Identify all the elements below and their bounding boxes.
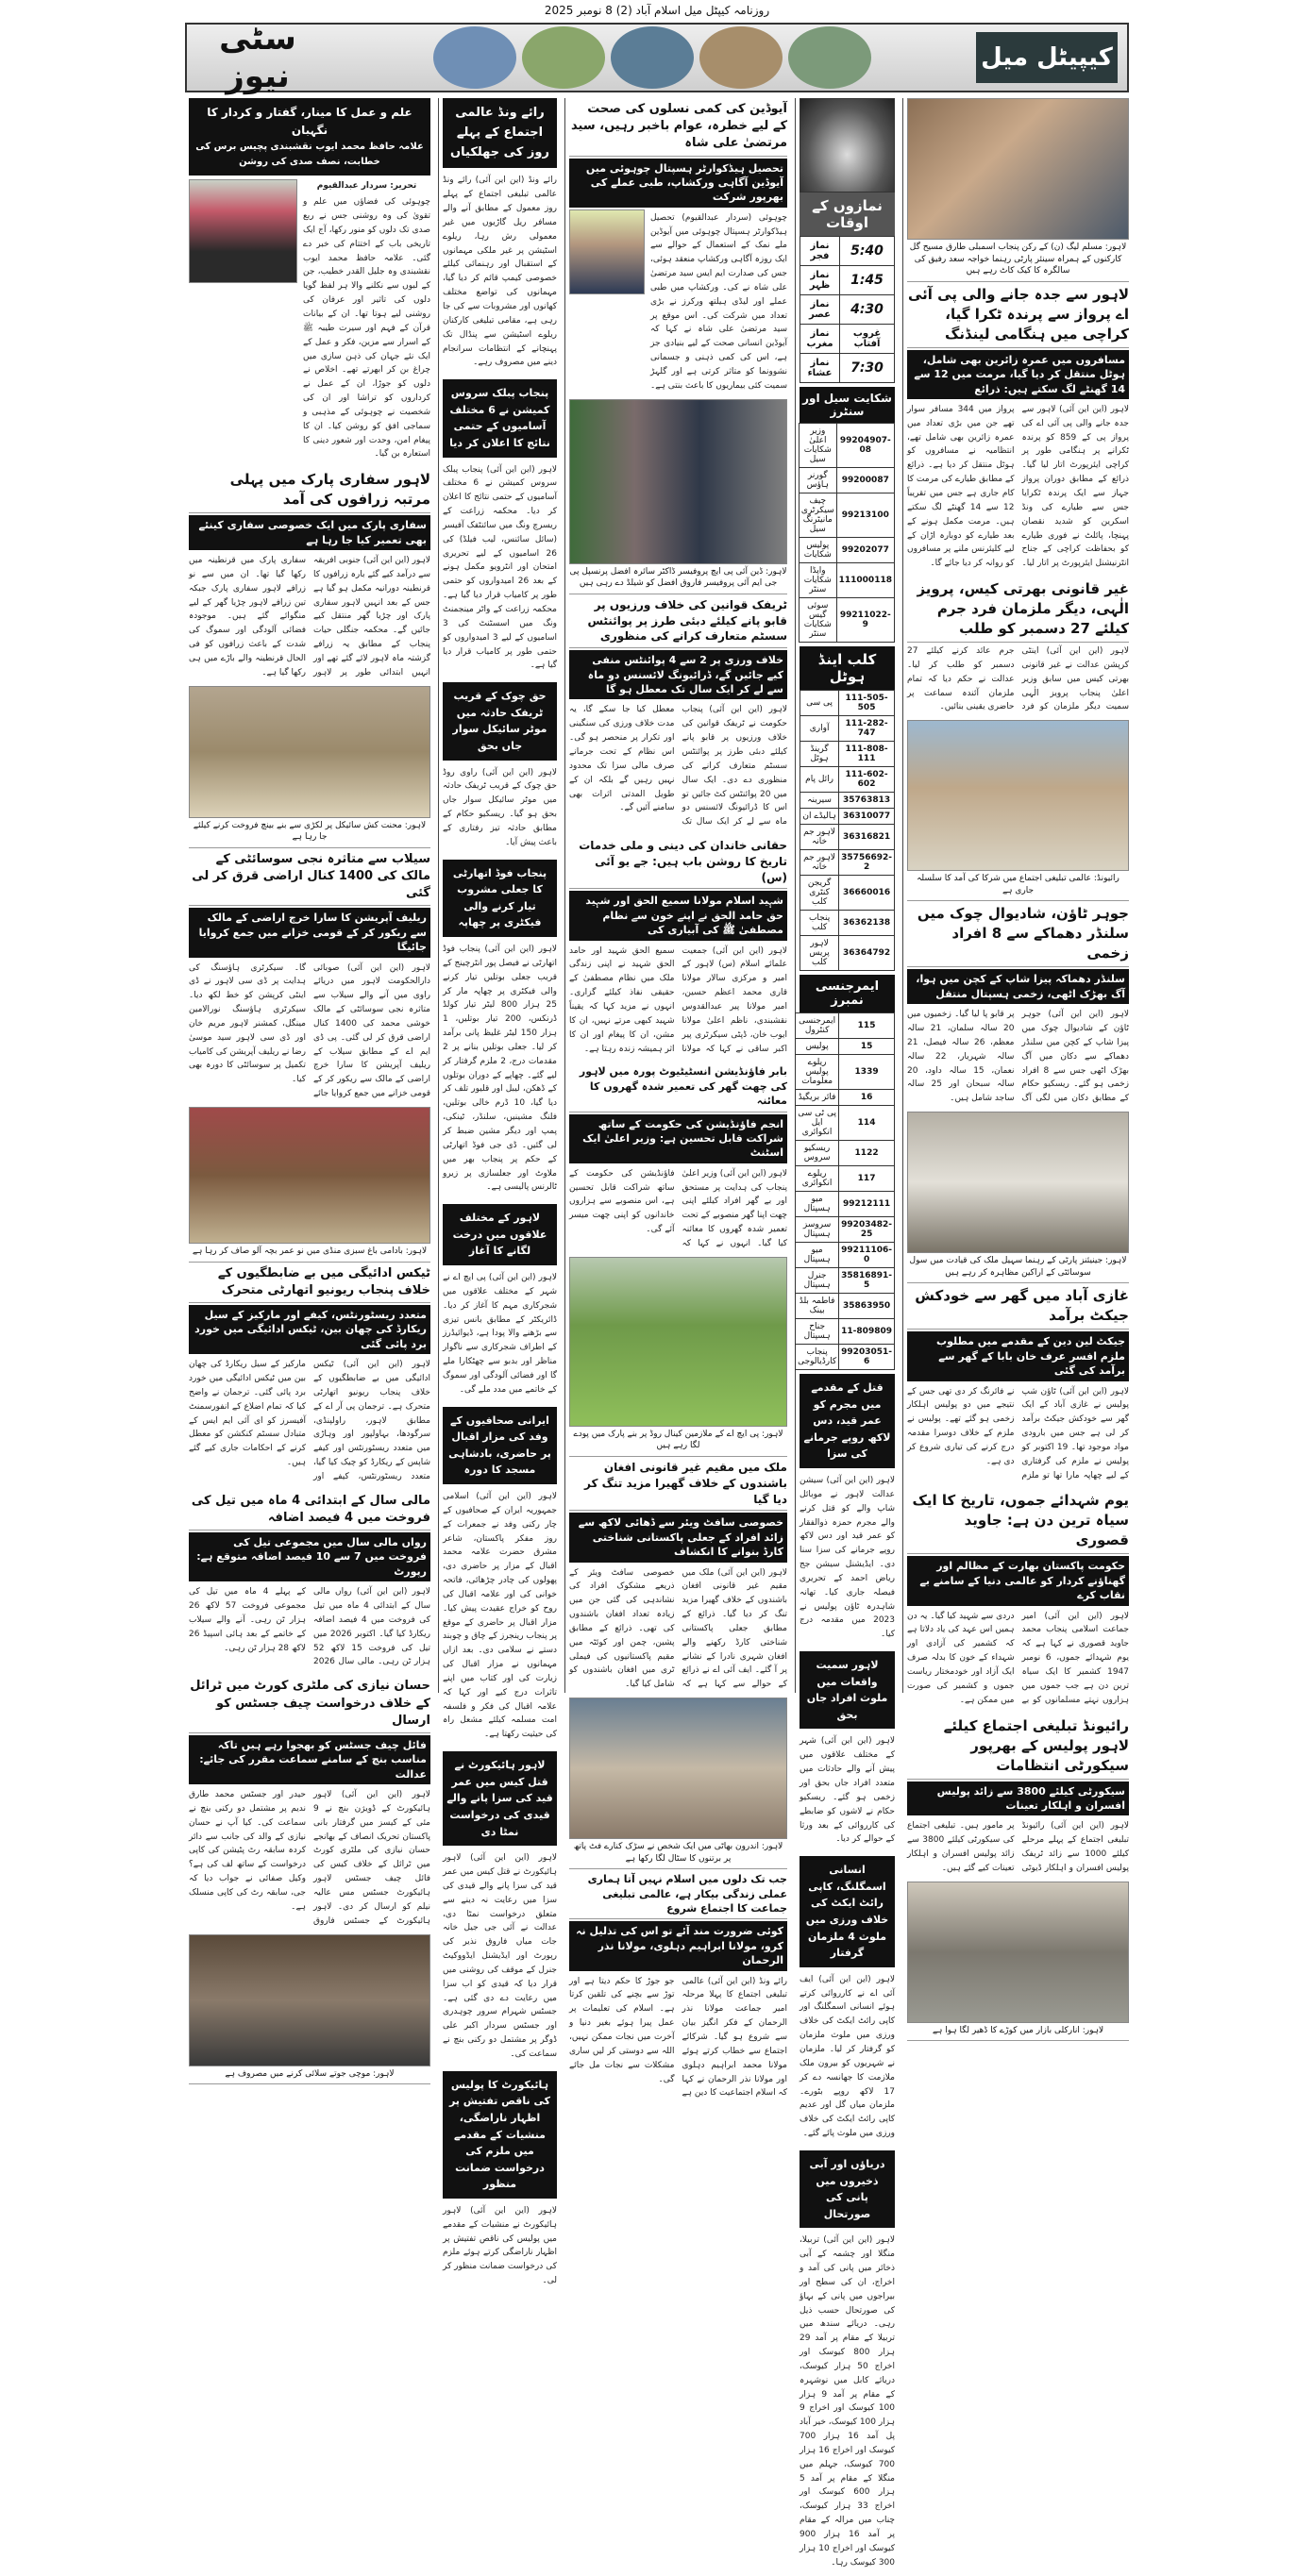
article-body: لاہور (این این آئی) جوہر ٹاؤن کے شادیوال چوک میں پیزا شاپ کے کچن میں سلنڈر دھماکے سے دکان میں آگ بھڑک اٹھی جس سے 8 افراد زخمی ہو گئے۔ ریسکیو حکام کے مطابق دکان میں لگی آگ پر قابو پا لیا گیا۔ زخمیوں میں 20 سالہ سلمان، 21 سالہ معظم، 26 سالہ فیصل، 21 سالہ شہریار، 22 سالہ نعمان، 15 سالہ داود، 20 سالہ سبحان اور 25 سالہ ساجد شامل ہیں۔	[907, 1010, 1130, 1104]
article-body: لاہور (این این آئی) صوبائی دارالحکومت لاہور میں دریائے راوی میں آنے والے سیلاب سے متاثرہ نجی سوسائٹی کے مالک خوشی محمد کی 1400 کنال اراضی قرق کر لی گئی۔ پی ڈی ایم اے کے مطابق سیلاب کے ریلیف آپریشن کا سارا خرچ اراضی کے مالک سے ریکور کر کے قومی خزانے میں جمع کروایا جائے گا۔ سیکرٹری ہاؤسنگ کی ہدایت پر ڈی سی لاہور نے ڈی اینٹی کرپشن کو خط لکھ دیا۔ سیکرٹری ہاؤسنگ نورالامین مینگل، کمشنر لاہور مریم خان اور ڈی سی لاہور سید موسیٰ رضا نے ریلیف آپریشن کی کامیاب تکمیل پر سوسائٹی کا دورہ بھی کیا۔	[189, 962, 430, 1099]
phone-number: 114	[839, 1106, 895, 1141]
subheadline: کوئی ضرورت مند آئے تو اس کی تذلیل نہ کرو، مولانا ابراہیم دہلوی، مولانا نذر الرحمان	[569, 1921, 787, 1970]
prayer-time: غروب آفتاب	[840, 325, 895, 354]
directory-label: جنرل ہسپتال	[796, 1268, 839, 1294]
phone-number: 1122	[839, 1141, 895, 1166]
photo-cobbler	[189, 1934, 430, 2066]
directory-label: جناح ہسپتال	[796, 1319, 839, 1345]
headline-text: علم و عمل کا مینار، گفتار و کردار کا نگہبان	[207, 106, 412, 138]
directory-label: ریلوے پولیس معلومات	[796, 1055, 839, 1090]
prayer-name: نماز عصر	[800, 295, 840, 325]
table-row	[796, 1090, 895, 1106]
phone-number: 99203482-25	[839, 1217, 895, 1243]
article-body: لاہور (این این آئی) لاہور ہائیکورٹ نے قتل کیس میں عمر قید کی سزا پانے والے قیدی کی سزا میں رعایت نہ دینے سے متعلق درخواست نمٹا دی، عدالت نے آئی جی جیل خانہ جات میاں فاروق نذیر کی رپورٹ اور ایڈیشنل ایڈووکیٹ جنرل کے موقف کی روشنی میں قرار دیا کہ قیدی کو اب سزا میں رعایت دے دی گئی ہے۔ جسٹس شہرام سرور چوہدری اور جسٹس سردار اکبر علی ڈوگر پر مشتمل دو رکنی بنچ نے سماعت کی۔	[443, 1853, 557, 2059]
article-body: لاہور (این این آئی) ملک میں مقیم غیر قانونی افغان باشندوں کے خلاف گھیرا مزید تنگ کر دیا گیا۔ ذرائع کے مطابق جعلی پاکستانی شناختی کارڈ رکھنے والے افغان شہری نادرا کے نشانے پر آ گئے۔ ایف آئی اے نے ذرائع کے حوالے سے کہا ہے کہ خصوصی سافٹ ویئر کے ذریعے مشکوک افراد کی نشاندہی کی گئی جن میں زیادہ تعداد افغان باشندوں کی تھی۔ ذرائع کے مطابق پشین، چمن اور کوئٹہ میں مقیم پاکستانیوں کی فیملی ٹری میں افغان باشندوں کو شامل کیا گیا۔	[569, 1567, 787, 1690]
phone-number: 115	[839, 1013, 895, 1039]
subheadline: متعدد ریسٹورنٹس، کیفے اور مارکیز کے سیل ریکارڈ کی چھان بین، ٹیکس ادائیگی میں خورد برد پائی گئی	[189, 1305, 430, 1354]
photo-cake-cutting	[907, 98, 1129, 240]
headline: قتل کے مقدمے میں مجرم کو عمر قید، دس لاکھ روپے جرمانے کی سزا	[800, 1374, 895, 1468]
subheadline: انجم فاؤنڈیشن کی حکومت کے ساتھ شراکت قابل تحسین ہے: وزیر اعلیٰ ایک اسٹنٹ	[569, 1114, 787, 1163]
headline: حقانی خاندان کی دینی و ملی خدمات تاریخ کا روشن باب ہیں: جے یو آئی (س)	[569, 835, 787, 889]
phone-number: 117	[839, 1166, 895, 1192]
photo-caption: لاہور: مسلم لیگ (ن) کے رکن پنجاب اسمبلی طارق مسیح گل کارکنوں کے ہمراہ سینئر پارٹی رہنما خواجہ سعد رفیق کی سالگرہ کا کیک کاٹ رہے ہیں	[907, 240, 1129, 282]
table-row	[799, 563, 894, 598]
article-body: رائے ونڈ (این این آئی) رائے ونڈ عالمی تبلیغی اجتماع کے پہلے روز معمول کے مطابق آنے والے مسافر ریل گاڑیوں میں غیر معمولی رش رہا، ریلوے اسٹیشن پر غیر ملکی مہمانوں کے استقبال اور رہنمائی کیلئے خصوصی کیمپ قائم کر دیا گیا، مہمانوں کی تواضع مختلف کھانوں اور مشروبات سے کی جا رہی ہے، مقامی تبلیغی کارکنان ریلوے اسٹیشن سے پنڈال تک پہنچانے کے انتظامات سرانجام دینے میں مصروف رہے۔	[443, 176, 557, 368]
phone-number: 15	[839, 1039, 895, 1055]
phone-number: 111-602-602	[839, 767, 895, 793]
headline: غازی آباد میں گھر سے خودکش جیکٹ برآمد	[907, 1283, 1129, 1330]
subheadline: فائل چیف جسٹس کو بھجوا رہے ہیں تاکہ مناسب بنچ کے سامنے سماعت مقرر کی جائے: عدالت	[189, 1735, 430, 1784]
article-body: لاہور (این این آئی) رائیونڈ تبلیغی اجتماع کے پہلے مرحلے کیلئے 1000 سے زائد ٹریفک پولیس افسران و اہلکار ڈیوٹی پر مامور ہیں۔ تبلیغی اجتماع کی سیکورٹی کیلئے 3800 سے زائد پولیس افسران و اہلکار تعینات کیے گئے ہیں۔	[907, 1821, 1129, 1873]
phone-number: 36364792	[839, 936, 895, 971]
phone-number: 111000118	[836, 563, 894, 598]
phone-number: 99203051-6	[839, 1345, 895, 1370]
headline: غیر قانونی بھرتی کیس، پرویز الٰہی، دیگر ملزمان فرد جرم کیلئے 27 دسمبر کو طلب	[907, 577, 1129, 643]
photo-caption: لاہور: بادامی باغ سبزی منڈی میں نو عمر بچہ آلو صاف کر رہا ہے	[189, 1244, 430, 1263]
directory-label: گریجن کنٹری کلب	[800, 876, 839, 911]
prayer-name: نماز فجر	[800, 237, 840, 266]
phone-number: 111-505-505	[839, 691, 895, 716]
table-row	[799, 598, 894, 643]
directory-label: چیف سیکرٹری مانیٹرنگ سیل	[799, 493, 836, 538]
prayer-name: نماز عشاء	[800, 354, 840, 383]
photo-portrait	[569, 209, 645, 294]
table-row	[800, 825, 895, 850]
table-row	[796, 1345, 895, 1370]
table-row	[799, 468, 894, 493]
column-2-directory	[795, 98, 899, 2568]
headline: رائے ونڈ عالمی اجتماع کے پہلے روز کی جھلکیاں	[443, 98, 557, 168]
phone-number: 16	[839, 1090, 895, 1106]
article-body: لاہور (این این آئی) اینٹی کرپشن عدالت نے غیر قانونی بھرتی کیس میں سابق وزیر اعلیٰ پنجاب پرویز الٰہی سمیت دیگر ملزمان کو فرد جرم عائد کرنے کیلئے 27 دسمبر کو طلب کر لیا۔ عدالت نے حکم دیا کہ تمام ملزمان آئندہ سماعت پر حاضری یقینی بنائیں۔	[907, 646, 1129, 712]
headline: حق چوک کے قریب ٹریفک حادثہ میں موٹر سائیکل سوار جاں بحق	[443, 682, 557, 760]
photo-park-balloon	[569, 1257, 787, 1427]
banner-photo	[611, 26, 694, 89]
photo-cleric-portrait	[189, 179, 297, 283]
table-row	[800, 354, 895, 383]
photo-protest	[907, 1112, 1129, 1253]
emergency-numbers-title: ایمرجنسی نمبرز	[800, 975, 895, 1012]
photo-caption: لاہور: پی ایچ اے کے ملازمین کینال روڈ پر بنے پارک میں پودے لگا رہے ہیں	[569, 1427, 787, 1457]
prayer-times-title: نمازوں کے اوقات	[800, 192, 895, 236]
prayer-times-table	[800, 236, 895, 383]
photo-caption: لاہور: انارکلی بازار میں کوڑے کا ڈھیر لگا ہوا ہے	[907, 2023, 1129, 2042]
table-row	[800, 936, 895, 971]
headline: لاہور کے مختلف علاقوں میں درخت لگانے کا آغاز	[443, 1204, 557, 1265]
phone-number: 35816891-5	[839, 1268, 895, 1294]
directory-label: فاطمہ بلڈ بینک	[796, 1294, 839, 1319]
photo-caption: لاہور: جینیئنز پارٹی کے رہنما سہیل ملک کی قیادت میں سول سوسائٹی کے اراکین مظاہرہ کر رہے ہیں	[907, 1253, 1129, 1283]
subheadline: خلاف ورزی پر 2 سے 4 پوائنٹس منفی کیے جائیں گے، ڈرائیونگ لائسنس دو ماہ سے لے کر ایک سال تک معطل ہو گا	[569, 650, 787, 699]
newspaper-page	[185, 98, 1130, 2568]
headline: ٹریفک قوانین کی خلاف ورزیوں پر قابو پانے کیلئے دبئی طرز پر پوائنٹس سسٹم متعارف کرانے کی منظوری	[569, 594, 787, 648]
article-body: لاہور (این این آئی) تربیلا، منگلا اور چشمہ کے آبی ذخائر میں پانی کی آمد و اخراج، ان کی سطح اور بیراجوں میں پانی کے بہاؤ کی صورتحال حسب ذیل رہی۔ دریائے سندھ میں تربیلا کے مقام پر آمد 29 ہزار 800 کیوسک اور اخراج 50 ہزار کیوسک، دریائے کابل میں نوشہرہ کے مقام پر آمد 9 ہزار 100 کیوسک اور اخراج 9 ہزار 100 کیوسک، خیر آباد پل آمد 16 ہزار 700 کیوسک اور اخراج 16 ہزار 700 کیوسک، جہلم میں منگلا کے مقام پر آمد 5 ہزار 600 کیوسک اور اخراج 33 ہزار کیوسک، چناب میں مرالہ کے مقام پر آمد 16 ہزار 900 کیوسک اور اخراج 10 ہزار 300 کیوسک رہا۔	[800, 2235, 896, 2568]
phone-number: 11-809809	[839, 1319, 895, 1345]
directory-label: فائر بریگیڈ	[796, 1090, 839, 1106]
phone-number: 99213100	[836, 493, 894, 538]
article-body: لاہور (این این آئی) لاہور ہائیکورٹ کے ڈویژن بنچ نے 9 مئی کے کیسز میں گرفتار بانی پاکستان تحریک انصاف کے بھانجے حسان نیازی کی ملٹری کورٹ میں ٹرائل کے خلاف کیس کی فائل چیف جسٹس لاہور ہائیکورٹ جسٹس مس عالیہ نیلم کو ارسال کر دی۔ لاہور ہائیکورٹ کے جسٹس فاروق حیدر اور جسٹس محمد طارق ندیم پر مشتمل دو رکنی بنچ نے سماعت کی۔ کیا آپ نے حسان نیازی کے والد کی جانب سے دائر کردہ سابقہ رٹ پٹیشن کی کاپی درخواست کے ساتھ لف کی ہے؟ وکیل صفائی نے جواب دیا کہ جی، سابقہ رٹ کی کاپی منسلک ہے۔	[189, 1790, 430, 1926]
prayer-time: 4:30	[840, 295, 895, 325]
banner-photo	[788, 26, 871, 89]
table-row	[800, 876, 895, 911]
prayer-name: نماز ظہر	[800, 266, 840, 295]
subheadline: مسافروں میں عمرہ زائرین بھی شامل، ہوٹل منتقل کر دیا گیا، مرمت میں 12 سے 14 گھنٹے لگ سکتے ہیں: ذرائع	[907, 350, 1129, 399]
headline: مالی سال کے ابتدائی 4 ماہ میں تیل کی فروخت میں 4 فیصد اضافہ	[189, 1490, 430, 1531]
subheadline: تحصیل ہیڈکوارٹر ہسپتال چوہوئی میں آیوڈین آگاہی ورکشاپ، طبی عملے کی بھرپور شرکت	[569, 159, 787, 208]
article-body: چوہوئی (سردار عبدالقیوم) تحصیل ہیڈکوارٹر ہسپتال چوہوئی میں آیوڈین ملے نمک کے استعمال کے حوالے سے ایک روزہ آگاہی ورکشاپ منعقد ہوئی، جس کی صدارت ایم ایس سید مرتضیٰ علی شاہ نے کی۔ ورکشاپ میں طبی عملے اور لیڈی ہیلتھ ورکرز نے بڑی تعداد میں شرکت کی۔ اس موقع پر سید مرتضیٰ علی شاہ نے کہا کہ آیوڈین انسانی صحت کے لیے بنیادی جز ہے، اس کی کمی ذہنی و جسمانی نشوونما کو متاثر کرتی ہے اور گلہڑ سمیت کئی بیماریوں کا باعث بنتی ہے۔	[650, 212, 787, 391]
photo-utensil-stall	[569, 1698, 787, 1839]
directory-label: واپڈا شکایات سنٹر	[799, 563, 836, 598]
photo-garbage-heap	[907, 1882, 1129, 2023]
headline: لاہور سفاری پارک میں پہلی مرتبہ زرافوں کی آمد	[189, 467, 430, 513]
headline: دریاؤں اور آبی ذخیروں میں پانی کی صورتحال	[800, 2150, 895, 2228]
prayer-time: 5:40	[840, 237, 895, 266]
table-row	[796, 1039, 895, 1055]
table-row	[799, 538, 894, 563]
table-row	[796, 1141, 895, 1166]
photo-caption: لاہور: محنت کش سائیکل پر لکڑی سے بنے بینچ فروخت کرنے کیلئے جا رہا ہے	[189, 818, 430, 848]
table-row	[800, 716, 895, 742]
article-body: لاہور (این این آئی) امیر جماعت اسلامی پنجاب محمد جاوید قصوری نے کہا ہے کہ یوم شہدائے جموں، 6 نومبر 1947 کشمیر کا ایک سیاہ ترین دن ہے جب جموں میں ہزاروں نہتے مسلمانوں کو بے دردی سے شہید کیا گیا۔ یہ دن ہمیں اس عہد کی یاد دلاتا ہے کہ کشمیر کی آزادی اور شہداء کے خون کا بدلہ صرف ایک آزاد اور خودمختار ریاست جموں و کشمیر کی صورت میں ممکن ہے۔	[907, 1611, 1129, 1705]
banner-photo	[699, 26, 783, 89]
table-row	[796, 1166, 895, 1192]
phone-number: 99202077	[836, 538, 894, 563]
newspaper-logo: کیپیٹل میل	[976, 32, 1118, 83]
article-body: لاہور (این این آئی) ٹاؤن شپ پولیس نے غازی آباد کے ایک گھر سے خودکش جیکٹ برآمد کر لی ہے جس میں بارودی مواد موجود تھا۔ 19 اکتوبر کو پولیس نے ملزم کی گرفتاری کے لیے چھاپہ مارا تھا تو ملزم نے فائرنگ کر دی تھی جس کے نتیجے میں دو پولیس اہلکار زخمی ہو گئے تھے۔ پولیس نے ملزم کے خلاف دوسرا مقدمہ درج کرنے کی تیاری شروع کر دی ہے۔	[907, 1386, 1130, 1480]
table-row	[796, 1319, 895, 1345]
banner-photo	[433, 26, 516, 89]
dateline: روزنامہ کیپٹل میل اسلام آباد (2) 8 نومبر 2025	[544, 4, 770, 17]
phone-number: 99211106-0	[839, 1243, 895, 1268]
directory-label: لاہور جم خانہ	[800, 825, 839, 850]
banner-photos	[328, 26, 976, 89]
section-title: سٹی نیوز	[219, 20, 296, 95]
masthead-banner	[185, 20, 1129, 95]
headline: لاہور سے جدہ جانے والی پی آئی اے پرواز سے پرندہ ٹکرا گیا، کراچی میں ہنگامی لینڈنگ	[907, 282, 1129, 348]
phone-number: 36316821	[839, 825, 895, 850]
article-column	[303, 179, 430, 467]
table-row	[799, 424, 894, 468]
subheadline: خصوصی سافٹ ویئر سے ڈھائی لاکھ سے زائد افراد کے جعلی پاکستانی شناختی کارڈ بنوانے کا انکشاف	[569, 1513, 787, 1562]
photo-caption: لاہور: ڈین آئی پی ایچ پروفیسر ڈاکٹر سائرہ افضل پرنسپل پی جی ایم آئی پروفیسر فاروق افضل کو شیلڈ دے رہی ہیں	[569, 564, 787, 594]
article-body: لاہور (این این آئی) شہر کے مختلف علاقوں میں پیش آنے والے حادثات میں متعدد افراد جاں بحق اور زخمی ہو گئے۔ ریسکیو حکام نے لاشوں کو ضابطے کی کارروائی کے بعد ورثا کے حوالے کر دیا۔	[800, 1736, 895, 1845]
headline: سیلاب سے متاثرہ نجی سوسائٹی کے مالک کی 1400 کنال اراضی قرق کر لی گئی	[189, 848, 430, 907]
clubs-hotels-table	[800, 690, 895, 971]
subheadline: سلنڈر دھماکہ پیزا شاپ کے کچن میں ہوا، آگ بھڑک اٹھی، زخمی ہسپتال منتقل	[907, 969, 1129, 1004]
photo-child-potatoes	[189, 1107, 430, 1244]
phone-number: 111-808-111	[839, 742, 895, 767]
directory-label: رائل پام	[800, 767, 839, 793]
prayer-time: 1:45	[840, 266, 895, 295]
column-4	[438, 98, 561, 2286]
headline: حسان نیازی کی ملٹری کورٹ میں ٹرائل کے خلاف درخواست چیف جسٹس کو ارسال	[189, 1675, 430, 1733]
directory-label: سیرینہ	[800, 793, 839, 809]
table-row	[796, 1013, 895, 1039]
directory-label: لاہور جم خانہ	[800, 850, 839, 876]
prayer-time: 7:30	[840, 354, 895, 383]
phone-number: 99204907-08	[836, 424, 894, 468]
article-body: لاہور (این این آئی) پی ایچ اے نے شہر کے مختلف علاقوں میں شجرکاری مہم کا آغاز کر دیا۔ ڈائریکٹر کے مطابق بانس تیزی سے بڑھنے والا پودا ہے، ڈیوائیڈرز کے اطراف شجرکاری سے ناگوار مناظر اور بدبو سے چھٹکارا ملے گا اور فضائی آلودگی اور سموگ کے خاتمے میں مدد ملے گی۔	[443, 1273, 557, 1395]
directory-label: وزیر اعلیٰ شکایات سیل	[799, 424, 836, 468]
headline: ایرانی صحافیوں کے وفد کی مزار اقبال پر حاضری، بادشاہی مسجد کا دورہ	[443, 1407, 557, 1484]
column-3	[564, 98, 791, 2099]
directory-label: سروسز ہسپتال	[796, 1217, 839, 1243]
article-body: لاہور (این این آئی) رواں مالی سال کے ابتدائی 4 ماہ میں تیل کی فروخت میں 4 فیصد اضافہ ریکارڈ کیا گیا۔ اکتوبر 2026 میں تیل کی فروخت 15 لاکھ 52 ہزار ٹن رہی۔ مالی سال 2026 کے پہلے 4 ماہ میں تیل کی مجموعی فروخت 57 لاکھ 26 ہزار ٹن رہی۔ آنے والے سیلاب کے خاتمے کے بعد ہائی اسپیڈ 26 لاکھ 28 ہزار ٹن رہی۔	[189, 1587, 430, 1667]
article-body: لاہور (این این آئی) ٹیکس ادائیگی میں بے ضابطگیوں کے خلاف پنجاب ریونیو اتھارٹی متحرک ہے۔ ترجمان پی آر اے کے مطابق لاہور، راولپنڈی، سرگودھا، بہاولپور اور وہاڑی میں متعدد ریسٹورنٹس اور کیفے شاپس کے ریکارڈ کو چیک کیا گیا، متعدد ریسٹورنٹس، کیفے اور مارکیز کے سیل ریکارڈ کی چھان بین میں ٹیکس ادائیگی میں خورد برد پائی گئی۔ ترجمان نے واضح کیا کہ تمام اضلاع کے انفورسمنٹ آفیسرز کو ای آئی ایم ایس کے متبادل سسٹم کنکشن کو معطل کرنے کے احکامات جاری کیے گئے ہیں۔	[189, 1360, 430, 1481]
phone-number: 99212111	[839, 1192, 895, 1217]
phone-number: 35756692-2	[839, 850, 895, 876]
headline: بابر فاؤنڈیشن انسٹیٹیوٹ پورہ میں لاہور کی چھت گھر کی تعمیر شدہ گھروں کا معائنہ	[569, 1062, 787, 1112]
subheadline: جیکٹ لین دین کے مقدمے میں مطلوب ملزم افسر عرف خان بابا کے گھر سے برآمد کی گئی	[907, 1331, 1129, 1380]
directory-label: پی ٹی سی ایل انکوائری	[796, 1106, 839, 1141]
directory-label: لاہور پریس کلب	[800, 936, 839, 971]
article-body: لاہور (این این آئی) اسلامی جمہوریہ ایران کے صحافیوں کے چار رکنی وفد نے جمعرات کے روز مفکر پاکستان، شاعر مشرق حضرت علامہ محمد اقبال کے مزار پر حاضری دی، پھولوں کی چادر چڑھائی، فاتحہ خوانی کی اور علامہ اقبال کی روح کو خراج عقیدت پیش کیا۔ مزار اقبال پر حاضری کے موقع پر پنجاب رینجرز کے چاق و چوبند دستے نے سلامی دی۔ بعد ازاں مہمانوں نے مزار اقبال کی زیارت کی اور کتاب میں اپنے تاثرات درج کیے اور کہا کہ علامہ اقبال کی فکر و فلسفہ امت مسلمہ کیلئے مشعل راہ کی حیثیت رکھتا ہے۔	[443, 1491, 557, 1740]
table-row	[796, 1217, 895, 1243]
prayer-name: نماز مغرب	[800, 325, 840, 354]
article-with-photo	[189, 179, 430, 467]
directory-label: پنجاب کلب	[800, 911, 839, 936]
subheadline: حکومت پاکستان بھارت کے مظالم اور گھناؤنے کردار کو عالمی دنیا کے سامنے بے نقاب کرے	[907, 1556, 1129, 1605]
column-1	[902, 98, 1130, 2035]
table-row	[799, 493, 894, 538]
byline: تحریر: سردار عبدالقیوم	[316, 181, 417, 192]
phone-number: 35863950	[839, 1294, 895, 1319]
headline: رائیونڈ تبلیغی اجتماع کیلئے لاہور پولیس کے بھرپور سیکورٹی انتظامات	[907, 1714, 1129, 1780]
directory-label: آواری	[800, 716, 839, 742]
article-body: لاہور (این این آئی) پنجاب پبلک سروس کمیشن نے 6 مختلف آسامیوں کے حتمی نتائج کا اعلان کر دیا۔ محکمہ زراعت کے ریسرچ ونگ میں سائنٹفک آفیسر (سائل سائنس، لیب فیلڈ) کی 26 اسامیوں کے لیے تحریری امتحان اور انٹرویو مکمل ہونے کے بعد 26 امیدواروں کو حتمی طور پر کامیاب قرار دیا گیا ہے۔ محکمہ زراعت کے واٹر مینجمنٹ ونگ میں اسسٹنٹ کی 3 اسامیوں کے لیے 3 امیدواروں کو حتمی طور پر کامیاب قرار دیا گیا ہے۔	[443, 464, 557, 671]
phone-number: 36362138	[839, 911, 895, 936]
emergency-numbers-table	[795, 1012, 895, 1370]
article-body: لاہور (این این آئی) جنوبی افریقہ سے درآمد کیے گئے بارہ زرافوں کا قرنطینہ دورانیہ مکمل ہو گیا ہے جس کے بعد انہیں لاہور سفاری پارک اور چڑیا گھر منتقل کیے جائیں گے۔ محکمہ جنگلی حیات پنجاب کے مطابق یہ زرافے گزشتہ ماہ لاہور لائے گئے تھے اور انہیں ابتدائی طور پر لاہور سفاری پارک میں قرنطینہ میں رکھا گیا تھا۔ ان میں سے نو زرافے لاہور سفاری پارک جبکہ تین زرافے لاہور چڑیا گھر کے لیے منگوائے گئے ہیں۔ موجودہ فضائی آلودگی اور سموگ کی شدت کے باعث زرافوں کو فی الحال قرنطینہ والے باڑے میں ہی رکھا گیا ہے۔	[189, 556, 430, 677]
phone-number: 99211022-9	[836, 598, 894, 643]
article-body: لاہور (این این آئی) وزیر اعلیٰ پنجاب کی ہدایت پر مستحق اور بے گھر افراد کیلئے اپنی چھت اپنا گھر منصوبے کے تحت تعمیر شدہ گھروں کا معائنہ کیا گیا۔ انہوں نے کہا کہ فاؤنڈیشن کی حکومت کے ساتھ شراکت قابل تحسین ہے، اس منصوبے سے ہزاروں خاندانوں کو اپنی چھت میسر آئے گی۔	[569, 1168, 787, 1248]
article-body: لاہور (این این آئی) پنجاب فوڈ اتھارٹی نے فیصل پور انٹرچینج کے قریب جعلی بوتلیں تیار کرنے والی فیکٹری پر چھاپہ مار کر 25 ہزار 800 لیٹر تیار کولڈ ڈرنکس، 200 تیار بوتلیں، 1 ہزار 150 لیٹر غلیظ پانی برآمد کر لیا۔ جعلی بوتلیں بنانے پر 2 مقدمات درج، 2 ملزم گرفتار کر لیے گئے۔ چھاپے کے دوران بوتلوں کے ڈھکن، لیبل اور قلیور تلف کر دیا گیا، 10 ڈرم خالی بوتلیں، فلنگ مشینیں، سلنڈر، ٹینکی، پمپ اور دیگر مشین ضبط کر لی گئیں۔ ڈی جی فوڈ اتھارٹی کے حکم پر پنجاب بھر میں ملاوٹ اور جعلسازی پر زیرو ٹالرنس پالیسی ہے۔	[443, 945, 558, 1193]
article-body: لاہور (این این آئی) راوی روڈ حق چوک کے قریب ٹریفک حادثہ میں موٹر سائیکل سوار جاں بحق ہو گیا۔ ریسکیو حکام کے مطابق حادثہ تیز رفتاری کے باعث پیش آیا۔	[443, 767, 557, 847]
directory-label: گرینڈ ہوٹل	[800, 742, 839, 767]
photo-caption: رائیونڈ: عالمی تبلیغی اجتماع میں شرکا کی آمد کا سلسلہ جاری ہے	[907, 871, 1129, 901]
headline: لاہور ہائیکورٹ نے قتل کیس میں عمر قید کی سزا پانے والے قیدی کی درخواست نمٹا دی	[443, 1751, 557, 1846]
headline: یوم شہدائے جموں، تاریخ کا ایک سیاہ ترین دن ہے: جاوید قصوری	[907, 1488, 1129, 1554]
table-row	[800, 266, 895, 295]
article-body: چوہوئی کی فضاؤں میں علم و تقویٰ کی وہ روشنی جس نے ربع صدی تک دلوں کو منور رکھا، آج ایک تاریخی باب کے اختتام کی خبر دے گئی۔ علامہ حافظ محمد ایوب نقشبندی وہ جلیل القدر خطیب، جن کے لبوں سے نکلنے والا ہر لفظ گویا دلوں کی تاثیر اور عرفان کی روشنی لیے ہوتا تھا۔ ان کے بیانات قرآن کے فہم اور سیرت طیبہ ﷺ کے اسرار سے مزین، فکر و عمل کے ایک نئے جہان کی ذہن سازی میں چراغ بن کر ابھرتے تھے۔ اخلاص نے دلوں کو جوڑا، ان کے عمل نے کرداروں کو تراشا اور ان کی شخصیت نے چوہوئی کے مذہبی و سماجی افق کو روشن کیا۔ ان کا پیغام امن، وحدت اور شعور دینی کا استعارہ بن گیا۔	[303, 197, 430, 460]
headline: لاہور سمیت واقعات میں ملوث افراد جاں بحق	[800, 1651, 895, 1729]
subheadline: سفاری پارک میں ایک خصوصی سفاری کینئے بھی تعمیر کیا جا رہا ہے	[189, 515, 430, 550]
directory-label: ریلوے انکوائری	[796, 1166, 839, 1192]
table-row	[800, 295, 895, 325]
table-row	[800, 237, 895, 266]
table-row	[796, 1268, 895, 1294]
phone-number: 99200087	[836, 468, 894, 493]
phone-number: 35763813	[839, 793, 895, 809]
column-5	[185, 98, 434, 2079]
table-row	[796, 1192, 895, 1217]
subheadline: علامہ حافظ محمد ایوب نقشبندی پچیس برس کی خطابت، نصف صدی کی روشن	[195, 142, 424, 168]
table-row	[800, 911, 895, 936]
directory-label: پولیس شکایات	[799, 538, 836, 563]
complaint-cells-table	[799, 423, 895, 643]
directory-label: ایمرجنسی کنٹرول	[796, 1013, 839, 1039]
table-row	[796, 1055, 895, 1090]
subheadline: شہید اسلام مولانا سمیع الحق اور شہید حق حامد الحق نے اپنے خون سے نظام مصطفیٰ ﷺ کی آبیاری کی	[569, 891, 787, 940]
directory-label: گورنر ہاؤس	[799, 468, 836, 493]
photo-ijtema-procession	[907, 720, 1129, 871]
photo-bench-bicycle	[189, 686, 430, 818]
table-row	[800, 691, 895, 716]
article-body: لاہور (این این آئی) جمعیت علمائے اسلام (س) لاہور کے امیر و مرکزی سالار مولانا قاری محمد اعظم حسین، امیر مولانا پیر عبدالقدوس نقشبندی، ناظم اعلیٰ مولانا ایوب خان، ڈپٹی سیکرٹری پیر اکبر ساقی نے کہا کہ مولانا سمیع الحق شہید اور حامد الحق شہید نے اپنی زندگی ملک میں نظام مصطفیٰ کے حقیقی نفاذ کیلئے گزاری۔ انہوں نے مزید کہا کہ یقیناً شہید کبھی مرتے نہیں، ان کا مشن، ان کا پیغام اور ان کا اثر ہمیشہ زندہ رہتا ہے۔	[569, 945, 787, 1054]
headline: ٹیکس ادائیگی میں بے ضابطگیوں کے خلاف پنجاب ریونیو اتھارٹی متحرک	[189, 1263, 430, 1303]
headline: جوہر ٹاؤن، شادیوال چوک میں سلنڈر دھماکے سے 8 افراد زخمی	[907, 901, 1129, 967]
headline: ہائیکورٹ کا پولیس کی ناقص تفتیش پر اظہار ناراضگی، منشیات کے مقدمے میں ملزم کی درخواست ضمانت منظور	[443, 2071, 557, 2199]
article-body: لاہور (این این آئی) سیشن عدالت لاہور نے موبائل شاپ والے کو قتل کرنے والے مجرم حمزہ ذوالفقار کو عمر قید اور دس لاکھ روپے جرمانے کی سزا سنا دی۔ ایڈیشنل سیشن جج ریاض احمد کے تحریری فیصلہ جاری کیا۔ تھانہ شاہدرہ ٹاؤن پولیس نے 2023 میں مقدمہ درج کیا۔	[800, 1475, 895, 1640]
table-row	[796, 1243, 895, 1268]
table-row	[796, 1294, 895, 1319]
photo-caption: لاہور: اندرون بھاٹی میں ایک شخص نے سڑک کنارے فٹ پاتھ پر برتنوں کا سٹال لگا رکھا ہے	[569, 1839, 787, 1869]
subheadline: سیکورٹی کیلئے 3800 سے زائد پولیس افسران و اہلکار تعینات	[907, 1781, 1129, 1816]
phone-number: 36310077	[839, 809, 895, 825]
directory-label: ہالیڈے ان	[800, 809, 839, 825]
article-body: لاہور (این این آئی) لاہور ہائیکورٹ نے منشیات کے مقدمے میں پولیس کی ناقص تفتیش پر اظہار ناراضگی کرتے ہوئے ملزم کی درخواست ضمانت منظور کر لی۔	[443, 2205, 557, 2286]
table-row	[800, 767, 895, 793]
subheadline: ریلیف آپریشن کا سارا خرچ اراضی کے مالک سے ریکور کر کے قومی خزانے میں جمع کروایا جائیگا	[189, 908, 430, 957]
directory-label: پولیس	[796, 1039, 839, 1055]
phone-number: 1339	[839, 1055, 895, 1090]
subheadline: رواں مالی سال میں مجموعی تیل کی فروخت میں 7 سے 10 فیصد اضافہ متوقع ہے: رپورٹ	[189, 1532, 430, 1581]
mosque-icon	[800, 98, 895, 192]
headline: پنجاب فوڈ اتھارٹی کا جعلی مشروب تیار کرنے والی فیکٹری پر چھاپہ	[443, 860, 557, 937]
table-row	[800, 325, 895, 354]
article-body: رائے ونڈ (این این آئی) عالمی تبلیغی اجتماع کا پہلا مرحلہ امیر جماعت مولانا نذر الرحمان کے فکر انگیز بیان سے شروع ہو گیا۔ شرکائے اجتماع سے خطاب کرتے ہوئے مولانا محمد ابراہیم دہلوی اور مولانا نذر الرحمان نے کہا کہ اسلام اجتماعیت کا دین ہے جو جوڑ کا حکم دیتا ہے اور توڑ سے بچنے کی تلقین کرتا ہے۔ اسلام کی تعلیمات پر عمل پیرا ہوئے بغیر دنیا و آخرت میں نجات ممکن نہیں، اللہ سے دوستی کر لیں ساری مشکلات سے نجات مل جائے گی۔	[569, 1976, 787, 2099]
article-body: لاہور (این این آئی) پنجاب حکومت نے ٹریفک قوانین کی خلاف ورزیوں پر قابو پانے کیلئے دبئی طرز پر پوائنٹس سسٹم متعارف کرانے کی منظوری دے دی۔ ایک سال میں 20 پوائنٹس کٹ جائیں تو اس کا ڈرائیونگ لائسنس دو ماہ سے لے کر ایک سال تک معطل کیا جا سکے گا، یہ مدت خلاف ورزی کی سنگینی اور تکرار پر منحصر ہو گی۔ اس نظام کے تحت جرمانے صرف مالی سزا تک محدود نہیں رہیں گے بلکہ ان کے طویل المدتی اثرات بھی سامنے آئیں گے۔	[569, 705, 787, 828]
photo-shield-ceremony	[569, 399, 787, 564]
article-with-photo	[569, 209, 787, 399]
headline: آیوڈین کی کمی نسلوں کی صحت کے لیے خطرہ، عوام باخبر رہیں، سید مرتضیٰ علی شاہ	[569, 98, 787, 157]
article-body: لاہور (این این آئی) لاہور سے جدہ جانے والی پی آئی اے کی پرواز پی کے 859 کو پرندہ ٹکرانے پر ہنگامی طور پر کراچی ایئرپورٹ اتار لیا گیا۔ ذرائع کے مطابق دوران پرواز جہاز سے ایک پرندہ ٹکرایا جس سے طیارے کی ونڈ اسکرین کو شدید نقصان پہنچا، پائلٹ نے فوری طیارے کو بحفاظت کراچی کے جناح انٹرنیشنل ایئرپورٹ پر اتار لیا۔ پرواز میں 344 مسافر سوار تھے جن میں بڑی تعداد میں عمرہ زائرین بھی شامل تھے، انتظامیہ نے مسافروں کو ہوٹل منتقل کر دیا ہے۔ ذرائع کے مطابق طیارے کی مرمت کا کام جاری ہے جس میں تقریباً 12 سے 14 گھنٹے لگ سکتے ہیں۔ مرمت مکمل ہونے کے بعد طیارے کو دوبارہ اڑان کے لیے کلیئرنس ملنے پر مسافروں کو روانہ کر دیا جائے گا۔	[907, 404, 1129, 569]
directory-label: میو ہسپتال	[796, 1243, 839, 1268]
table-row	[796, 1106, 895, 1141]
directory-label: میو ہسپتال	[796, 1192, 839, 1217]
article-body: لاہور (این این آئی) ایف آئی اے نے کارروائی کرتے ہوئے انسانی اسمگلنگ اور کاپی رائٹ ایکٹ کی خلاف ورزی میں ملوث ملزمان کو گرفتار کر لیا۔ ملزمان نے شہریوں کو بیرون ملک ملازمت کا جھانسہ دے کر 17 لاکھ روپے بٹورے۔ ملزمان میاں گل اور عدیم کاپی رائٹ ایکٹ کی خلاف ورزی میں ملوث پائے گئے۔	[800, 1974, 895, 2139]
directory-label: پنجاب کارڈیالوجی	[796, 1345, 839, 1370]
clubs-hotels-title: کلب اینڈ ہوٹل	[800, 646, 895, 690]
table-row	[800, 793, 895, 809]
table-row	[800, 850, 895, 876]
banner-photo	[522, 26, 605, 89]
headline: انسانی اسمگلنگ، کاپی رائٹ ایکٹ کی خلاف ورزی میں ملوث 4 ملزمان گرفتار	[800, 1856, 895, 1967]
headline: جب تک دلوں میں اسلام نہیں آتا ہماری عملی زندگی بیکار ہے، عالمی تبلیغی جماعت کا اجتماع شروع	[569, 1869, 787, 1919]
table-row	[800, 809, 895, 825]
table-row	[800, 742, 895, 767]
headline	[189, 98, 430, 176]
directory-label: پی سی	[800, 691, 839, 716]
photo-caption: لاہور: موچی جوتے سلائی کرنے میں مصروف ہے	[189, 2066, 430, 2085]
directory-label: ریسکیو سروس	[796, 1141, 839, 1166]
headline: ملک میں مقیم غیر قانونی افغان باشندوں کے خلاف گھیرا مزید تنگ کر دیا گیا	[569, 1457, 787, 1511]
phone-number: 36660016	[839, 876, 895, 911]
phone-number: 111-282-747	[839, 716, 895, 742]
complaint-cells-title: شکایت سیل اور سنٹرز	[800, 387, 895, 423]
headline: پنجاب پبلک سروس کمیشن نے 6 مختلف آسامیوں کے حتمی نتائج کا اعلان کر دیا	[443, 379, 557, 457]
directory-label: سوئی گیس شکایات سنٹر	[799, 598, 836, 643]
